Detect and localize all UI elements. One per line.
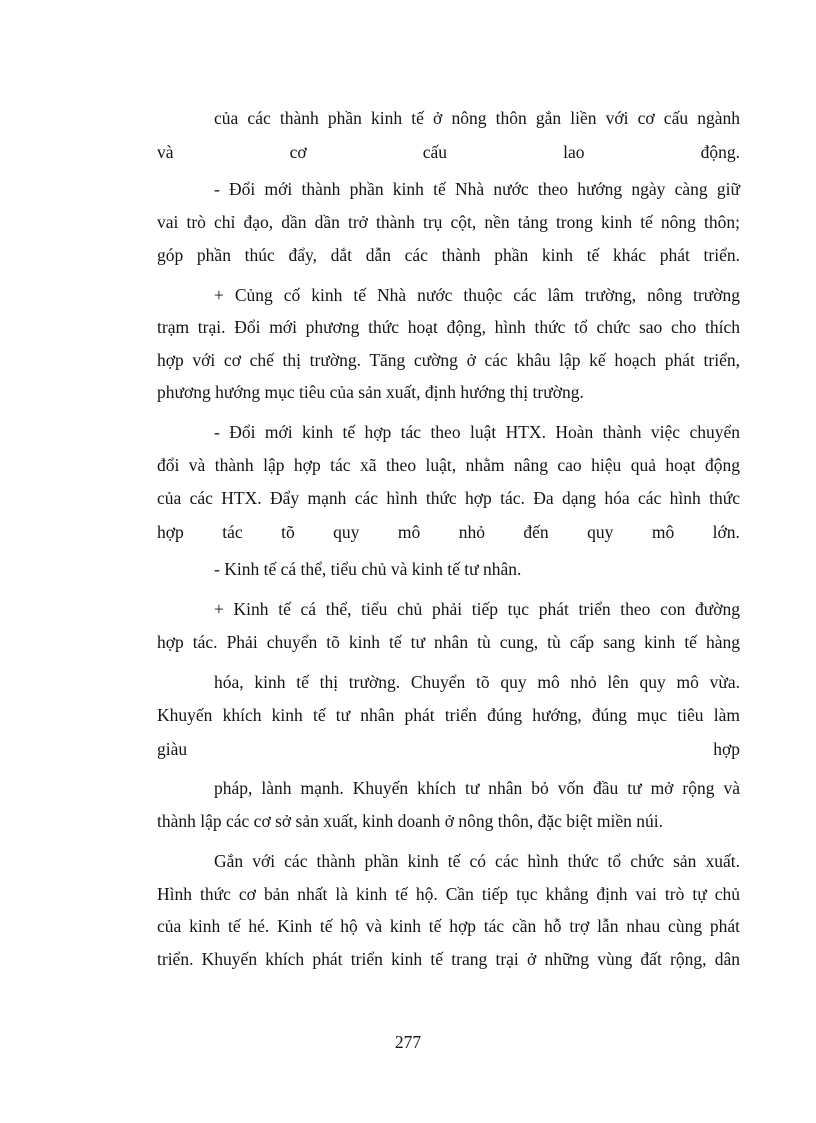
word: đến bbox=[523, 522, 549, 542]
text-line-17: hóa, kinh tế thị trường. Chuyển tõ quy mô nhỏ lên quy mô vừa. bbox=[214, 672, 740, 692]
text-line-1: của các thành phần kinh tế ở nông thôn gắn liền với cơ cấu ngành bbox=[214, 108, 740, 128]
text-line-10: - Đổi mới kinh tế hợp tác theo luật HTX. Hoàn thành việc chuyển bbox=[214, 422, 740, 442]
text-line-7: trạm trại. Đổi mới phương thức hoạt động, hình thức tổ chức sao cho thích bbox=[157, 317, 740, 337]
text-line-24: của kinh tế hé. Kinh tế hộ và kinh tế hợp tác cần hỗ trợ lẫn nhau cùng phát bbox=[157, 916, 740, 936]
text-line-9: phương hướng mục tiêu của sản xuất, định hướng thị trường. bbox=[157, 382, 584, 402]
text-line-16: hợp tác. Phải chuyển tõ kinh tế tư nhân tù cung, tù cấp sang kinh tế hàng bbox=[157, 632, 740, 652]
text-line-18: Khuyến khích kinh tế tư nhân phát triển đúng hướng, đúng mục tiêu làm bbox=[157, 705, 740, 725]
word: và bbox=[157, 142, 174, 162]
page-number: 277 bbox=[394, 1032, 422, 1052]
text-line-20: pháp, lành mạnh. Khuyến khích tư nhân bỏ vốn đầu tư mở rộng và bbox=[214, 778, 740, 798]
text-line-4: vai trò chỉ đạo, dần dần trở thành trụ cột, nền tảng trong kinh tế nông thôn; bbox=[157, 212, 740, 232]
word: hợp bbox=[157, 522, 184, 542]
text-line-3: - Đổi mới thành phần kinh tế Nhà nước theo hướng ngày càng giữ bbox=[214, 179, 740, 199]
text-line-19 bbox=[157, 737, 740, 761]
word: mô bbox=[651, 522, 675, 542]
text-line-15: + Kinh tế cá thể, tiểu chủ phải tiếp tục phát triển theo con đường bbox=[214, 599, 740, 619]
word: quy bbox=[333, 522, 360, 542]
word: cấu bbox=[422, 142, 448, 162]
text-line-23: Hình thức cơ bản nhất là kinh tế hộ. Cần tiếp tục khẳng định vai trò tự chủ bbox=[157, 884, 740, 904]
text-line-25: triển. Khuyến khích phát triển kinh tế trang trại ở những vùng đất rộng, dân bbox=[157, 949, 740, 969]
text-line-8: hợp với cơ chế thị trường. Tăng cường ở các khâu lập kế hoạch phát triển, bbox=[157, 350, 740, 370]
text-line-11: đổi và thành lập hợp tác xã theo luật, nhằm nâng cao hiệu quả hoạt động bbox=[157, 455, 740, 475]
text-line-21: thành lập các cơ sở sản xuất, kinh doanh ở nông thôn, đặc biệt miền núi. bbox=[157, 811, 663, 831]
text-line-13 bbox=[157, 520, 740, 544]
word: động. bbox=[700, 142, 740, 162]
text-line-12: của các HTX. Đẩy mạnh các hình thức hợp tác. Đa dạng hóa các hình thức bbox=[157, 488, 740, 508]
word: tõ bbox=[281, 522, 295, 542]
word: nhỏ bbox=[458, 522, 485, 542]
word: giàu bbox=[157, 739, 188, 759]
text-line-6: + Củng cố kinh tế Nhà nước thuộc các lâm trường, nông trường bbox=[214, 285, 740, 305]
word: lớn. bbox=[712, 522, 740, 542]
word: mô bbox=[397, 522, 421, 542]
word: tác bbox=[222, 522, 243, 542]
text-line-2 bbox=[157, 140, 740, 164]
word: hợp bbox=[713, 739, 740, 759]
text-line-14: - Kinh tế cá thể, tiểu chủ và kinh tế tư nhân. bbox=[214, 559, 522, 579]
word: cơ bbox=[289, 142, 307, 162]
text-line-22: Gắn với các thành phần kinh tế có các hình thức tổ chức sản xuất. bbox=[214, 851, 740, 871]
word: lao bbox=[563, 142, 585, 162]
text-line-5: góp phần thúc đẩy, dắt dẫn các thành phần kinh tế khác phát triển. bbox=[157, 245, 740, 265]
word: quy bbox=[587, 522, 614, 542]
